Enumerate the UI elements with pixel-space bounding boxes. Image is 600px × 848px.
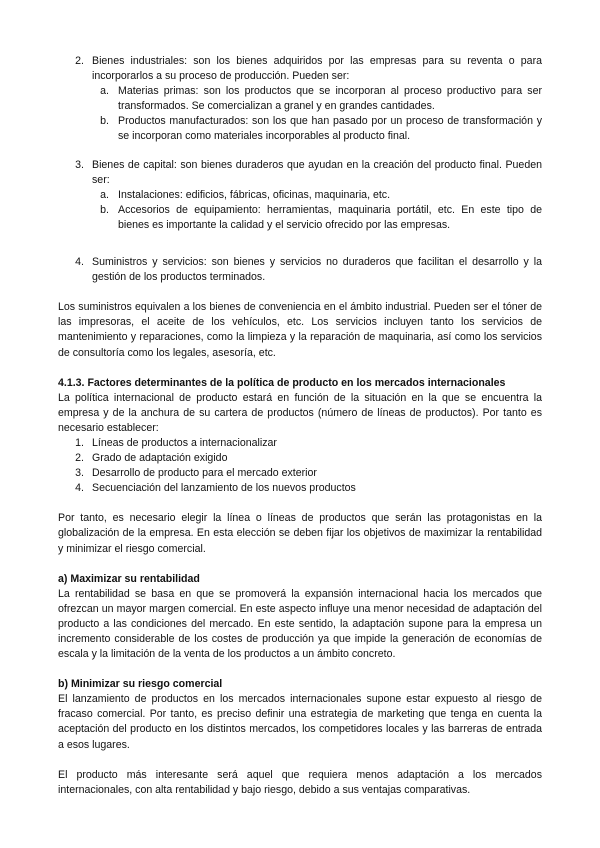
document-page bbox=[58, 54, 542, 798]
sublist-text: Instalaciones: edificios, fábricas, oficinas, maquinaria, etc. bbox=[118, 188, 391, 201]
list-number: 3. bbox=[75, 158, 84, 171]
list-number: 4. bbox=[75, 482, 84, 495]
list-number: 1. bbox=[75, 436, 84, 449]
section-heading-413: 4.1.3. Factores determinantes de la política de producto en los mercados internacionales bbox=[58, 376, 506, 389]
paragraph-final: El producto más interesante será aquel que requiera menos adaptación a los mercados internacionales, con alta rentabilidad y bajo riesgo, debido a sus ventajas comparativas. bbox=[58, 768, 542, 796]
list-number: 2. bbox=[75, 452, 84, 465]
subheading-minimizar: b) Minimizar su riesgo comercial bbox=[58, 678, 223, 691]
sublist-letter: a. bbox=[100, 188, 109, 201]
list-item-factor-2 bbox=[58, 451, 542, 466]
list-item-bienes-de-capital bbox=[58, 158, 542, 188]
sublist-letter: b. bbox=[100, 203, 109, 216]
sublist-item-instalaciones bbox=[92, 188, 542, 203]
list-text: Bienes de capital: son bienes duraderos que ayudan en la creación del producto final. Pueden ser: bbox=[92, 158, 542, 186]
list-number: 4. bbox=[75, 256, 84, 269]
sublist-letter: a. bbox=[100, 85, 109, 98]
sublist-item-accesorios bbox=[92, 203, 542, 233]
list-item-bienes-industriales bbox=[58, 54, 542, 84]
list-item-factor-1 bbox=[58, 436, 542, 451]
list-text: Suministros y servicios: son bienes y servicios no duraderos que facilitan el desarrollo y la gestión de los productos terminados. bbox=[92, 256, 542, 284]
list-item-suministros bbox=[58, 255, 542, 285]
list-text: Grado de adaptación exigido bbox=[92, 452, 228, 465]
sublist-text: Accesorios de equipamiento: herramientas, maquinaria portátil, etc. En este tipo de bienes es importante la calidad y el servicio ofrecido por las empresas. bbox=[118, 203, 542, 231]
list-text: Desarrollo de producto para el mercado exterior bbox=[92, 467, 317, 480]
sublist-letter: b. bbox=[100, 115, 109, 128]
paragraph-suministros: Los suministros equivalen a los bienes de conveniencia en el ámbito industrial. Pueden ser el tóner de las impresoras, el aceite de los vehículos, etc. Los servicios incluyen tanto los servicios de mantenimiento y reparaciones, como la limpieza y la reparación de maquinaria, así como los servicios de consultoría como los legales, asesoría, etc. bbox=[58, 301, 542, 359]
paragraph-riesgo: El lanzamiento de productos en los mercados internacionales supone estar expuesto al riesgo de fracaso comercial. Por tanto, es preciso definir una estrategia de marketing que tenga en cuenta la aceptación del producto en los distintos mercados, los competidores locales y las barreras de entrada a esos lugares. bbox=[58, 693, 542, 751]
sublist-item-productos-manufacturados bbox=[92, 114, 542, 144]
sublist-item-materias-primas bbox=[92, 84, 542, 114]
list-text: Bienes industriales: son los bienes adquiridos por las empresas para su reventa o para incorporarlos a su proceso de producción. Pueden ser: bbox=[92, 55, 542, 83]
paragraph-eleccion: Por tanto, es necesario elegir la línea o líneas de productos que serán las protagonistas en la globalización de la empresa. En esta elección se deben fijar los objetivos de maximizar la rentabilidad y minimizar el riesgo comercial. bbox=[58, 512, 542, 555]
list-number: 3. bbox=[75, 467, 84, 480]
list-text: Líneas de productos a internacionalizar bbox=[92, 436, 277, 449]
list-item-factor-4 bbox=[58, 481, 542, 496]
list-text: Secuenciación del lanzamiento de los nuevos productos bbox=[92, 482, 356, 495]
sublist-text: Materias primas: son los productos que se incorporan al proceso productivo para ser transformados. Se comercializan a granel y en grandes cantidades. bbox=[118, 85, 542, 113]
list-item-factor-3 bbox=[58, 466, 542, 481]
paragraph-rentabilidad: La rentabilidad se basa en que se promoverá la expansión internacional hacia los mercados que ofrezcan un mayor margen comercial. En este aspecto influye una menor necesidad de adaptación del producto a las condiciones del mercado. En este sentido, la adaptación supone para la empresa un incremento considerable de los costes de producción ya que impide la generación de economías de escala y la limitación de la venta de los productos a un ámbito concreto. bbox=[58, 587, 542, 661]
paragraph-politica: La política internacional de producto estará en función de la situación en la que se encuentra la empresa y de la anchura de su cartera de productos (número de líneas de productos). Por tanto es necesario establecer: bbox=[58, 391, 542, 434]
list-number: 2. bbox=[75, 55, 84, 67]
sublist-text: Productos manufacturados: son los que han pasado por un proceso de transformación y se incorporan como materiales incorporables al producto final. bbox=[118, 115, 542, 143]
subheading-maximizar: a) Maximizar su rentabilidad bbox=[58, 572, 200, 585]
